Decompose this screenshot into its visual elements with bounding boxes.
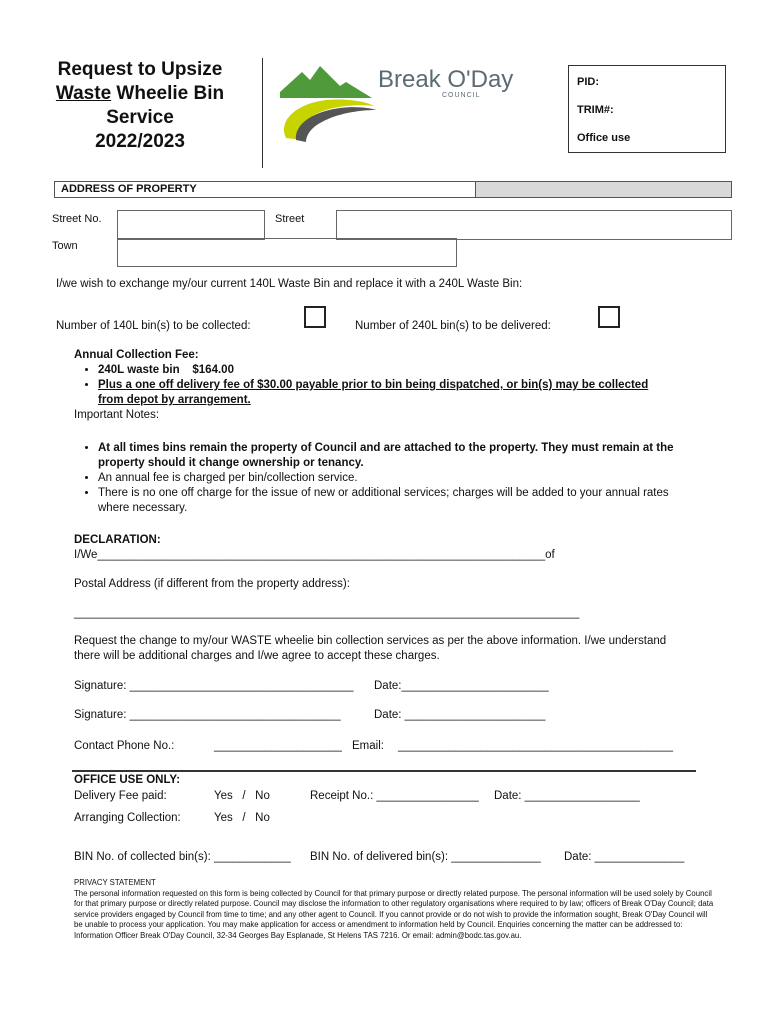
contact-label: Contact Phone No.:	[74, 740, 175, 752]
exchange-statement: I/we wish to exchange my/our current 140L Waste Bin and replace it with a 240L Waste Bin:	[56, 278, 523, 290]
postal-line[interactable]: _______________________________________________________________________________	[74, 607, 580, 619]
delivery-fee-label: Delivery Fee paid:	[74, 790, 167, 802]
office-divider	[72, 770, 696, 772]
bin-collected[interactable]: BIN No. of collected bin(s): ____________	[74, 851, 291, 863]
date-2[interactable]: Date: ______________________	[374, 709, 546, 721]
form-title: Request to Upsize Waste Wheelie Bin Service 2022/2023	[55, 59, 225, 152]
town-field[interactable]	[117, 238, 457, 267]
postal-label: Postal Address (if different from the property address):	[74, 578, 350, 590]
fee-item-240l: • 240L waste bin $164.00	[98, 363, 674, 378]
fee-item-delivery: • Plus a one off delivery fee of $30.00 payable prior to bin being dispatched, or bin(s) may be collected from depot by arrangement.	[98, 378, 674, 408]
office-id-box	[568, 65, 726, 153]
fees-block	[74, 348, 674, 423]
signature-1[interactable]: Signature: ___________________________________	[74, 680, 354, 692]
email-label: Email:	[352, 740, 384, 752]
bin-date[interactable]: Date: ______________	[564, 851, 685, 863]
privacy-statement	[74, 878, 716, 941]
office-use-heading: OFFICE USE ONLY:	[74, 774, 181, 786]
signature-2[interactable]: Signature: _________________________________	[74, 709, 341, 721]
note-property: • At all times bins remain the property of Council and are attached to the property. They must remain at the property should it change ownership or tenancy.	[98, 441, 684, 471]
address-section-header: ADDRESS OF PROPERTY	[54, 181, 732, 198]
collected-label: Number of 140L bin(s) to be collected:	[56, 320, 251, 332]
fees-heading: Annual Collection Fee:	[74, 349, 199, 361]
trim-label: TRIM#:	[577, 104, 614, 116]
header-divider	[262, 58, 263, 168]
bin-delivered[interactable]: BIN No. of delivered bin(s): ______________	[310, 851, 541, 863]
privacy-heading: PRIVACY STATEMENT	[74, 878, 156, 887]
note-no-charge: • There is no one off charge for the issue of new or additional services; charges will be added to your annual rates where necessary.	[98, 486, 684, 516]
collected-count-box[interactable]	[304, 306, 326, 328]
pid-label: PID:	[577, 76, 599, 88]
street-field[interactable]	[336, 210, 732, 240]
arranging-label: Arranging Collection:	[74, 812, 181, 824]
title-underlined-word: Waste	[55, 83, 112, 104]
arranging-yes-no[interactable]: Yes / No	[214, 812, 270, 824]
delivered-label: Number of 240L bin(s) to be delivered:	[355, 320, 551, 332]
street-no-label: Street No.	[52, 213, 102, 225]
contact-phone-line[interactable]: ____________________	[214, 740, 342, 752]
office-use-label: Office use	[577, 132, 631, 144]
note-annual-fee: • An annual fee is charged per bin/collection service.	[98, 471, 684, 486]
street-label: Street	[275, 213, 305, 225]
email-line[interactable]: ___________________________________________	[398, 740, 674, 752]
request-text: Request the change to my/our WASTE wheelie bin collection services as per the above information. I/we understand there will be additional charges and I/we agree to accept these charges.	[74, 635, 667, 662]
delivered-count-box[interactable]	[598, 306, 620, 328]
declaration-heading: DECLARATION:	[74, 534, 161, 546]
notes-block	[74, 441, 684, 516]
logo-name: Break O'Day	[378, 66, 514, 93]
declaration-iwe-line[interactable]: I/We______________________________________________________________________of	[74, 549, 555, 561]
office-date[interactable]: Date: __________________	[494, 790, 640, 802]
notes-heading: Important Notes:	[74, 409, 160, 421]
town-label: Town	[52, 240, 78, 252]
receipt-no[interactable]: Receipt No.: ________________	[310, 790, 479, 802]
delivery-fee-yes-no[interactable]: Yes / No	[214, 790, 270, 802]
logo-sub: COUNCIL	[442, 92, 481, 99]
date-1[interactable]: Date:_______________________	[374, 680, 549, 692]
privacy-text: The personal information requested on this form is being collected by Council for that primary purpose or directly related purpose. The personal information will be used solely by Council for that primary purpose or directly related purpose. Council may disclose the information to other regulatory organisations where required to by law; officers of Break O'Day Council; data service providers engaged by Council from time to time; and any other agent to Council. If you cannot provide or do not wish to provide the information sought, Break O'Day Council will be unable to process your application. You may make application for access or amendment to information held by Council. Enquiries concerning the matter can be addressed to: Information Officer Break O'Day Council, 32-34 Georges Bay Esplanade, St Helens TAS 7216. Or email: admin@bodc.tas.gov.au.	[74, 888, 714, 940]
header-grey-cell	[475, 182, 731, 197]
street-no-field[interactable]	[117, 210, 265, 240]
council-logo	[276, 62, 514, 146]
